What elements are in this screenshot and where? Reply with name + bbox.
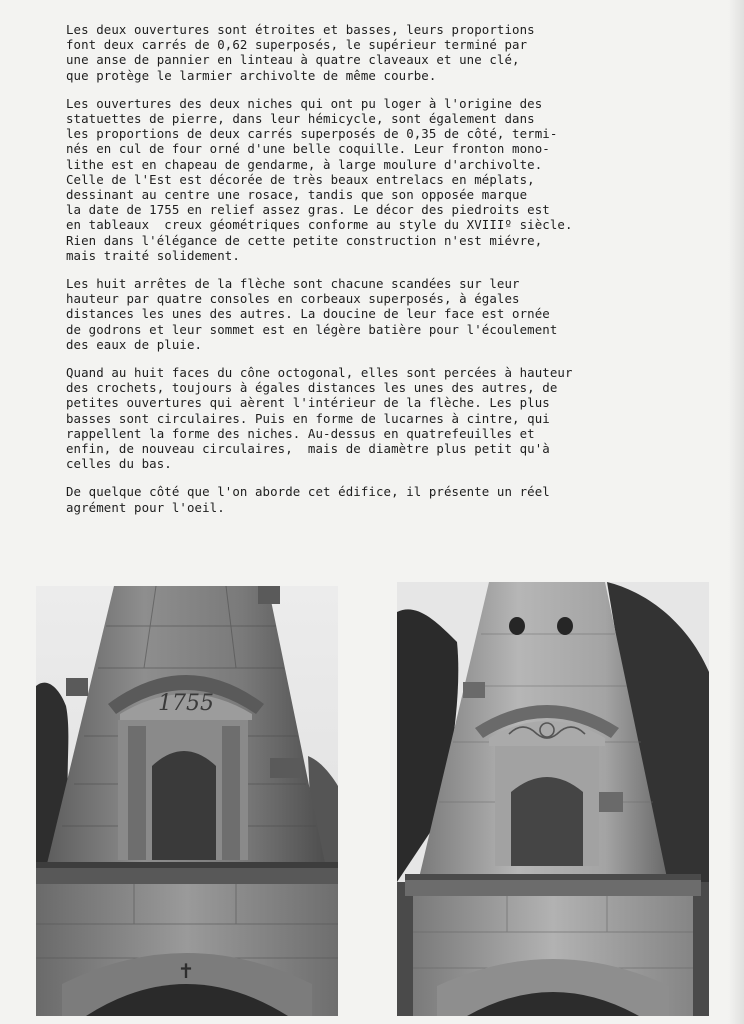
text-line: hauteur par quatre consoles en corbeaux superposés, à égales bbox=[66, 291, 520, 307]
paragraph bbox=[66, 22, 686, 83]
paragraph bbox=[66, 484, 686, 514]
spire-illustration bbox=[397, 582, 709, 1016]
console bbox=[463, 682, 485, 698]
text-line: statuettes de pierre, dans leur hémicycle, sont également dans bbox=[66, 111, 535, 127]
text-line: rappellent la forme des niches. Au-dessus en quatrefeuilles et bbox=[66, 425, 535, 441]
cross-icon: ✝ bbox=[177, 959, 195, 983]
text-line: les proportions de deux carrés superposés de 0,35 de côté, termi- bbox=[66, 126, 558, 142]
text-line: Rien dans l'élégance de cette petite construction n'est miévre, bbox=[66, 232, 543, 248]
paragraph bbox=[66, 365, 686, 471]
console bbox=[66, 678, 88, 696]
text-line: basses sont circulaires. Puis en forme de lucarnes à cintre, qui bbox=[66, 410, 550, 426]
text-line: des eaux de pluie. bbox=[66, 336, 203, 352]
paragraph bbox=[66, 276, 686, 352]
text-line: celles du bas. bbox=[66, 456, 172, 472]
text-line: Quand au huit faces du cône octogonal, elles sont percées à hauteur bbox=[66, 365, 573, 381]
text-line: mais traité solidement. bbox=[66, 247, 240, 263]
spire-illustration bbox=[36, 586, 338, 1016]
page-edge-shadow bbox=[728, 0, 744, 1024]
paragraph bbox=[66, 96, 686, 263]
photo-spire-east bbox=[397, 582, 709, 1016]
body-text bbox=[66, 22, 686, 528]
text-line: font deux carrés de 0,62 superposés, le supérieur terminé par bbox=[66, 37, 528, 53]
text-line: la date de 1755 en relief assez gras. Le décor des piedroits est bbox=[66, 202, 550, 218]
text-line: dessinant au centre une rosace, tandis que son opposée marque bbox=[66, 187, 528, 203]
text-line: une anse de pannier en linteau à quatre claveaux et une clé, bbox=[66, 52, 520, 68]
text-line: agrément pour l'oeil. bbox=[66, 499, 225, 515]
text-line: des crochets, toujours à égales distances les unes des autres, de bbox=[66, 380, 558, 396]
niche-opening bbox=[152, 751, 216, 860]
text-line: distances les unes des autres. La doucine de leur face est ornée bbox=[66, 306, 550, 322]
text-line: petites ouvertures qui aèrent l'intérieur de la flèche. Les plus bbox=[66, 395, 550, 411]
console bbox=[597, 792, 623, 812]
text-line: nés en cul de four orné d'une belle coquille. Leur fronton mono- bbox=[66, 141, 550, 157]
text-line: que protège le larmier archivolte de même courbe. bbox=[66, 67, 437, 83]
text-line: lithe est en chapeau de gendarme, à large moulure d'archivolte. bbox=[66, 156, 543, 172]
text-line: Celle de l'Est est décorée de très beaux entrelacs en méplats, bbox=[66, 171, 535, 187]
text-line: De quelque côté que l'on aborde cet édifice, il présente un réel bbox=[66, 484, 550, 500]
text-line: Les deux ouvertures sont étroites et basses, leurs proportions bbox=[66, 22, 535, 37]
console bbox=[270, 758, 300, 778]
vent-opening bbox=[509, 617, 525, 635]
carved-date: 1755 bbox=[158, 691, 214, 716]
text-line: en tableaux creux géométriques conforme au style du XVIIIº siècle. bbox=[66, 217, 573, 233]
vent-opening bbox=[557, 617, 573, 635]
text-line: de godrons et leur sommet est en légère batière pour l'écoulement bbox=[66, 321, 558, 337]
text-line: Les huit arrêtes de la flèche sont chacune scandées sur leur bbox=[66, 276, 520, 292]
photo-spire-west bbox=[36, 586, 338, 1016]
console bbox=[258, 586, 280, 604]
text-line: enfin, de nouveau circulaires, mais de diamètre plus petit qu'à bbox=[66, 441, 550, 457]
niche-opening bbox=[511, 777, 583, 866]
text-line: Les ouvertures des deux niches qui ont pu loger à l'origine des bbox=[66, 95, 543, 111]
